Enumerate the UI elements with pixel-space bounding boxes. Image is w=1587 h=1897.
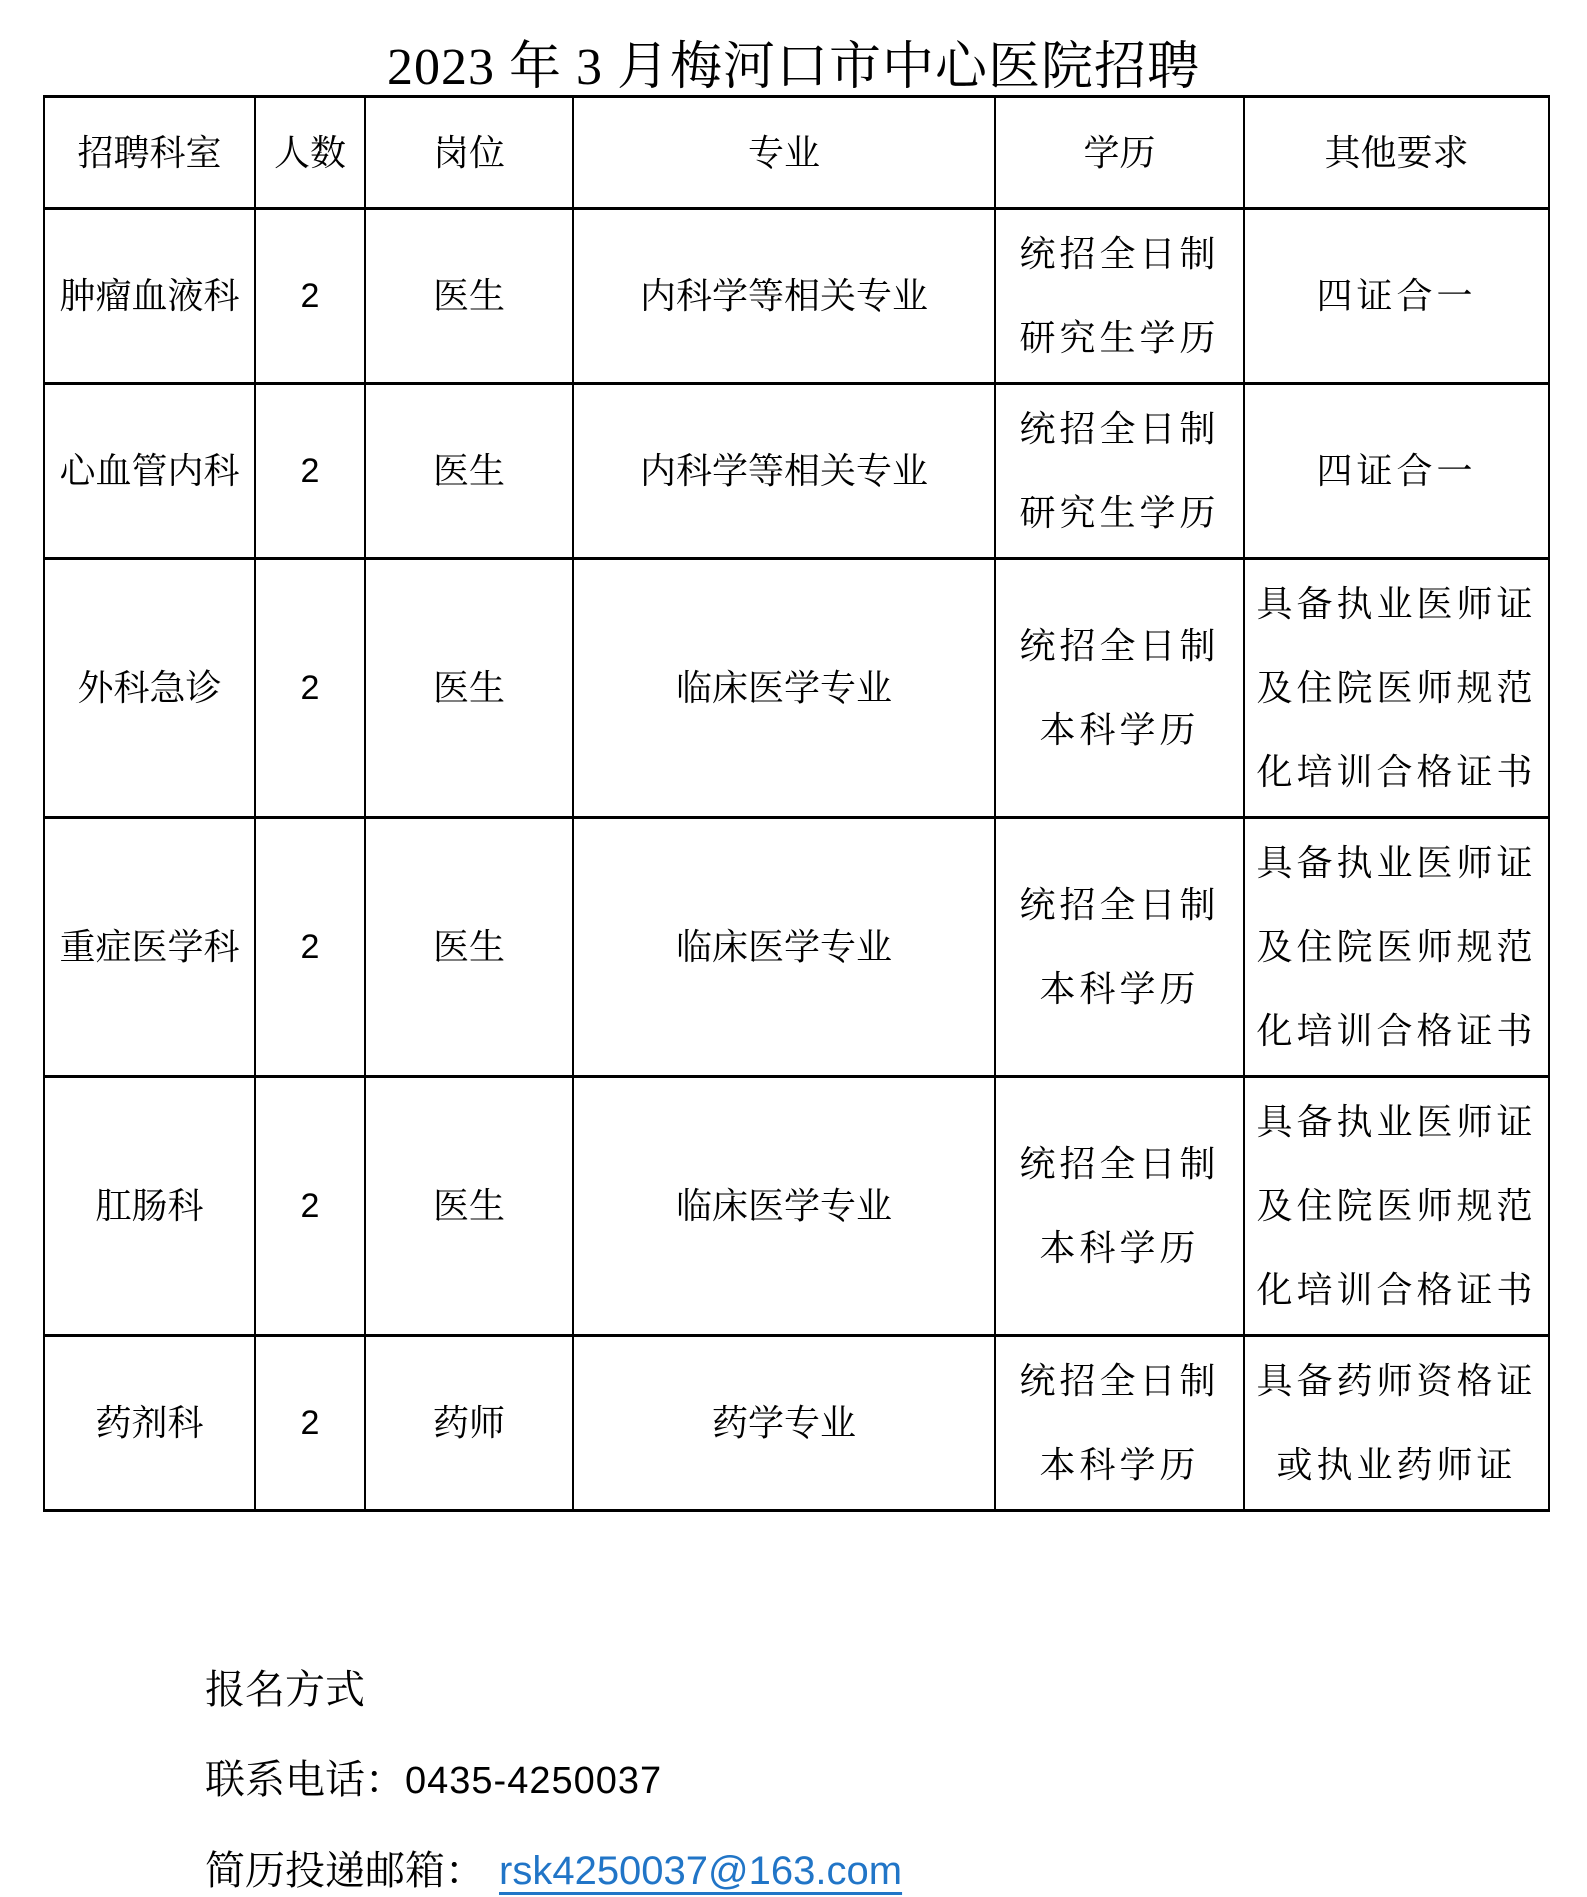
- cell-position: 药师: [365, 1336, 573, 1511]
- header-requirements: 其他要求: [1244, 97, 1549, 209]
- cell-education: 统招全日制本科学历: [995, 818, 1244, 1077]
- cell-count: 2: [255, 559, 365, 818]
- cell-requirements: 四证合一: [1244, 384, 1549, 559]
- cell-education: 统招全日制研究生学历: [995, 209, 1244, 384]
- cell-count: 2: [255, 1077, 365, 1336]
- cell-position: 医生: [365, 818, 573, 1077]
- cell-position: 医生: [365, 559, 573, 818]
- cell-dept: 肿瘤血液科: [44, 209, 255, 384]
- cell-dept: 药剂科: [44, 1336, 255, 1511]
- cell-major: 内科学等相关专业: [573, 209, 995, 384]
- email-link[interactable]: rsk4250037@163.com: [499, 1849, 903, 1893]
- cell-dept: 外科急诊: [44, 559, 255, 818]
- cell-dept: 肛肠科: [44, 1077, 255, 1336]
- cell-requirements: 具备执业医师证及住院医师规范化培训合格证书: [1244, 818, 1549, 1077]
- cell-position: 医生: [365, 384, 573, 559]
- table-row: [44, 209, 1549, 384]
- cell-education: 统招全日制本科学历: [995, 559, 1244, 818]
- table-header-row: [44, 97, 1549, 209]
- cell-major: 临床医学专业: [573, 559, 995, 818]
- email-line: [205, 1845, 1587, 1897]
- cell-requirements: 具备执业医师证及住院医师规范化培训合格证书: [1244, 559, 1549, 818]
- cell-education: 统招全日制本科学历: [995, 1336, 1244, 1511]
- cell-position: 医生: [365, 209, 573, 384]
- table-row: [44, 818, 1549, 1077]
- phone-line: [205, 1754, 1587, 1807]
- cell-position: 医生: [365, 1077, 573, 1336]
- header-dept: 招聘科室: [44, 97, 255, 209]
- header-position: 岗位: [365, 97, 573, 209]
- cell-education: 统招全日制研究生学历: [995, 384, 1244, 559]
- header-count: 人数: [255, 97, 365, 209]
- cell-dept: 心血管内科: [44, 384, 255, 559]
- cell-dept: 重症医学科: [44, 818, 255, 1077]
- cell-count: 2: [255, 818, 365, 1077]
- phone-label: 联系电话：: [205, 1757, 405, 1802]
- cell-count: 2: [255, 209, 365, 384]
- table-row: [44, 559, 1549, 818]
- phone-number: 0435-4250037: [405, 1760, 663, 1802]
- table-row: [44, 1336, 1549, 1511]
- cell-major: 临床医学专业: [573, 818, 995, 1077]
- table-row: [44, 1077, 1549, 1336]
- cell-requirements: 四证合一: [1244, 209, 1549, 384]
- contact-section: [205, 1664, 1587, 1897]
- recruitment-table: [43, 95, 1550, 1512]
- cell-major: 药学专业: [573, 1336, 995, 1511]
- cell-count: 2: [255, 384, 365, 559]
- table-row: [44, 384, 1549, 559]
- header-major: 专业: [573, 97, 995, 209]
- cell-education: 统招全日制本科学历: [995, 1077, 1244, 1336]
- cell-major: 临床医学专业: [573, 1077, 995, 1336]
- email-label: 简历投递邮箱：: [205, 1848, 485, 1893]
- cell-requirements: 具备药师资格证或执业药师证: [1244, 1336, 1549, 1511]
- header-education: 学历: [995, 97, 1244, 209]
- cell-count: 2: [255, 1336, 365, 1511]
- cell-major: 内科学等相关专业: [573, 384, 995, 559]
- signup-method-heading: 报名方式: [205, 1667, 365, 1712]
- cell-requirements: 具备执业医师证及住院医师规范化培训合格证书: [1244, 1077, 1549, 1336]
- page-title: 2023 年 3 月梅河口市中心医院招聘: [386, 39, 1200, 96]
